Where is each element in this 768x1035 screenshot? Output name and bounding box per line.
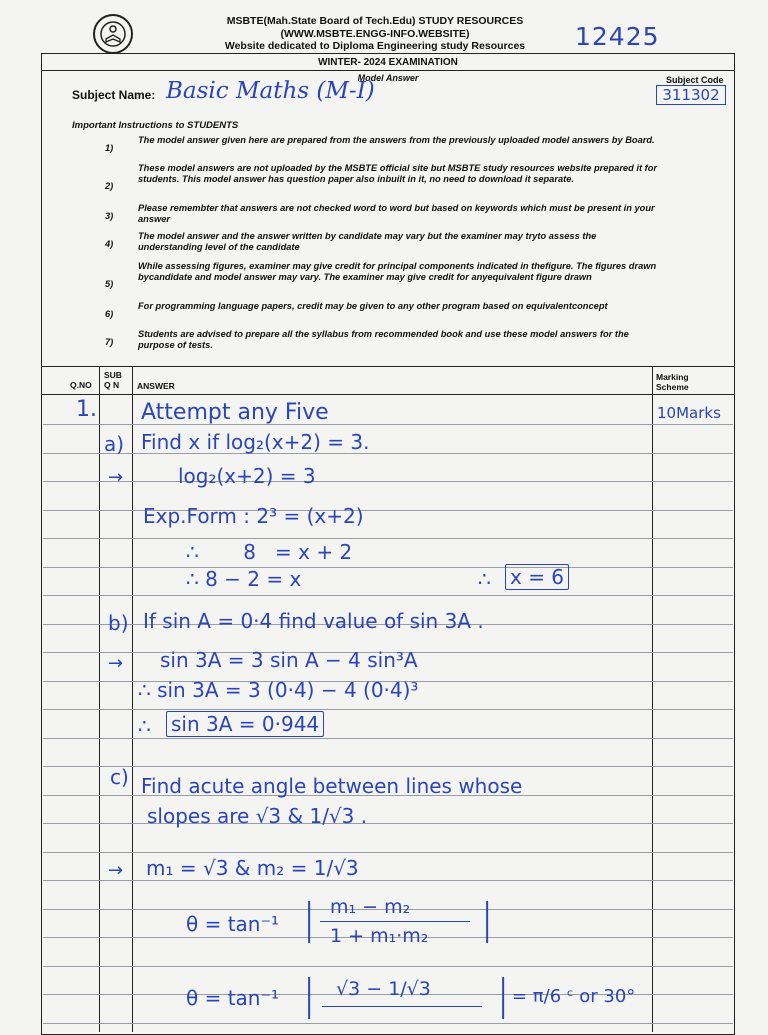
instruction-text: The model answer and the answer written by candidate may vary but the examiner may tryto assess the understanding level of the candidate — [138, 231, 597, 252]
question-a-text: Find x if log₂(x+2) = 3. — [141, 430, 370, 454]
ruled-line — [43, 538, 733, 539]
ruled-line — [43, 766, 733, 767]
answer-a-step-1: log₂(x+2) = 3 — [178, 464, 316, 488]
abs-bar-right: | — [480, 894, 495, 943]
ruled-line — [43, 481, 733, 482]
divider — [41, 366, 735, 367]
answer-c-step-3-result: = π/6 ᶜ or 30° — [512, 986, 636, 1007]
header-tagline: Website dedicated to Diploma Engineering study Resources — [224, 40, 526, 52]
answer-c-step-3-prefix: θ = tan⁻¹ — [186, 986, 280, 1010]
column-divider — [652, 366, 653, 1032]
column-divider — [132, 366, 133, 1032]
instruction-text: For programming language papers, credit may be given to any other program based on equivalentconcept — [138, 301, 608, 311]
column-header-sub-1: SUB — [104, 370, 122, 380]
column-header-marking-2: Scheme — [656, 382, 689, 392]
answer-c-step-2-numerator: m₁ − m₂ — [330, 896, 411, 918]
handwritten-number: 12425 — [575, 22, 660, 51]
instruction-text: The model answer given here are prepared from the answers from the previously uploaded model answers by Board. — [138, 135, 655, 145]
instruction-text: Please remembter that answers are not checked word to word but based on keywords which must be present in your answer — [138, 203, 655, 224]
model-answer-label: Model Answer — [357, 73, 419, 83]
ruled-line — [43, 709, 733, 710]
answer-c-step-1: m₁ = √3 & m₂ = 1/√3 — [146, 856, 359, 880]
arrow-icon: → — [108, 860, 124, 881]
instruction-text: While assessing figures, examiner may give credit for principal components indicated in thefigure. The figures drawn bycandidate and model answer may vary. The examiner may give credit for anyequivalent figure drawn — [138, 261, 657, 282]
instruction-number: 1) — [105, 143, 114, 153]
column-header-sub-2: Q N — [104, 380, 120, 390]
exam-title: WINTER- 2024 EXAMINATION — [318, 57, 458, 68]
answer-b-step-1: sin 3A = 3 sin A − 4 sin³A — [160, 648, 418, 672]
divider — [41, 70, 735, 71]
instruction-number: 6) — [105, 309, 114, 319]
abs-bar-right: | — [496, 970, 511, 1019]
sub-label-c: c) — [110, 765, 129, 789]
marks-value: 10Marks — [657, 404, 721, 422]
instructions-title: Important Instructions to STUDENTS — [72, 120, 239, 131]
answer-c-step-3-numerator: √3 − 1/√3 — [336, 978, 431, 1000]
instruction-number: 4) — [105, 239, 114, 249]
answer-b-result-prefix: ∴ — [138, 714, 151, 738]
header-title: MSBTE(Mah.State Board of Tech.Edu) STUDY RESOURCES — [226, 15, 524, 27]
answer-b-step-2: ∴ sin 3A = 3 (0·4) − 4 (0·4)³ — [138, 678, 419, 702]
msbte-logo-icon — [93, 14, 133, 54]
column-header-answer: ANSWER — [137, 381, 175, 391]
instruction-text: Students are advised to prepare all the syllabus from recommended book and use these model answers for the purpose of tests. — [138, 329, 629, 350]
answer-a-result-prefix: ∴ — [478, 567, 491, 591]
divider — [41, 394, 735, 395]
instruction-number: 2) — [105, 181, 114, 191]
answer-b-result: sin 3A = 0·944 — [166, 711, 324, 737]
question-c-line-2: slopes are √3 & 1/√3 . — [147, 804, 368, 828]
answer-sheet-frame — [41, 53, 735, 1035]
question-number: 1. — [76, 397, 97, 422]
subject-name-label: Subject Name: — [72, 88, 156, 102]
answer-a-step-4: ∴ 8 − 2 = x — [186, 567, 302, 591]
ruled-line — [43, 966, 733, 967]
header-website: (WWW.MSBTE.ENGG-INFO.WEBSITE) — [280, 28, 470, 40]
instruction-text: These model answers are not uploaded by the MSBTE official site but MSBTE study resources website prepared it for students. This model answer has question paper also inbuilt in it, no need to download it separate. — [138, 163, 658, 184]
answer-a-step-3: ∴ 8 = x + 2 — [186, 540, 353, 564]
sub-label-b: b) — [108, 611, 129, 635]
instruction-number: 3) — [105, 211, 114, 221]
ruled-line — [43, 595, 733, 596]
subject-name-value: Basic Maths (M-I) — [166, 78, 375, 104]
answer-c-step-2-denominator: 1 + m₁·m₂ — [330, 925, 429, 947]
instruction-number: 7) — [105, 337, 114, 347]
answer-c-step-2-prefix: θ = tan⁻¹ — [186, 912, 280, 936]
ruled-line — [43, 738, 733, 739]
arrow-icon: → — [108, 467, 124, 488]
ruled-line — [43, 567, 733, 568]
subject-code-label: Subject Code — [666, 75, 724, 85]
fraction-bar — [322, 1006, 482, 1007]
column-header-qno: Q.NO — [70, 380, 92, 390]
column-header-marking-1: Marking — [656, 372, 689, 382]
arrow-icon: → — [108, 653, 124, 674]
fraction-bar — [320, 921, 470, 922]
ruled-line — [43, 880, 733, 881]
answer-a-result: x = 6 — [505, 564, 569, 590]
sub-label-a: a) — [104, 432, 125, 456]
ruled-line — [43, 852, 733, 853]
column-divider — [99, 366, 100, 1032]
abs-bar-left: | — [302, 970, 317, 1019]
subject-code-value: 311302 — [656, 85, 726, 105]
question-b-text: If sin A = 0·4 find value of sin 3A . — [143, 609, 484, 633]
question-c-line-1: Find acute angle between lines whose — [141, 774, 523, 798]
question-heading: Attempt any Five — [141, 400, 329, 425]
instruction-number: 5) — [105, 279, 114, 289]
answer-a-step-2: Exp.Form : 2³ = (x+2) — [143, 504, 364, 528]
abs-bar-left: | — [302, 894, 317, 943]
